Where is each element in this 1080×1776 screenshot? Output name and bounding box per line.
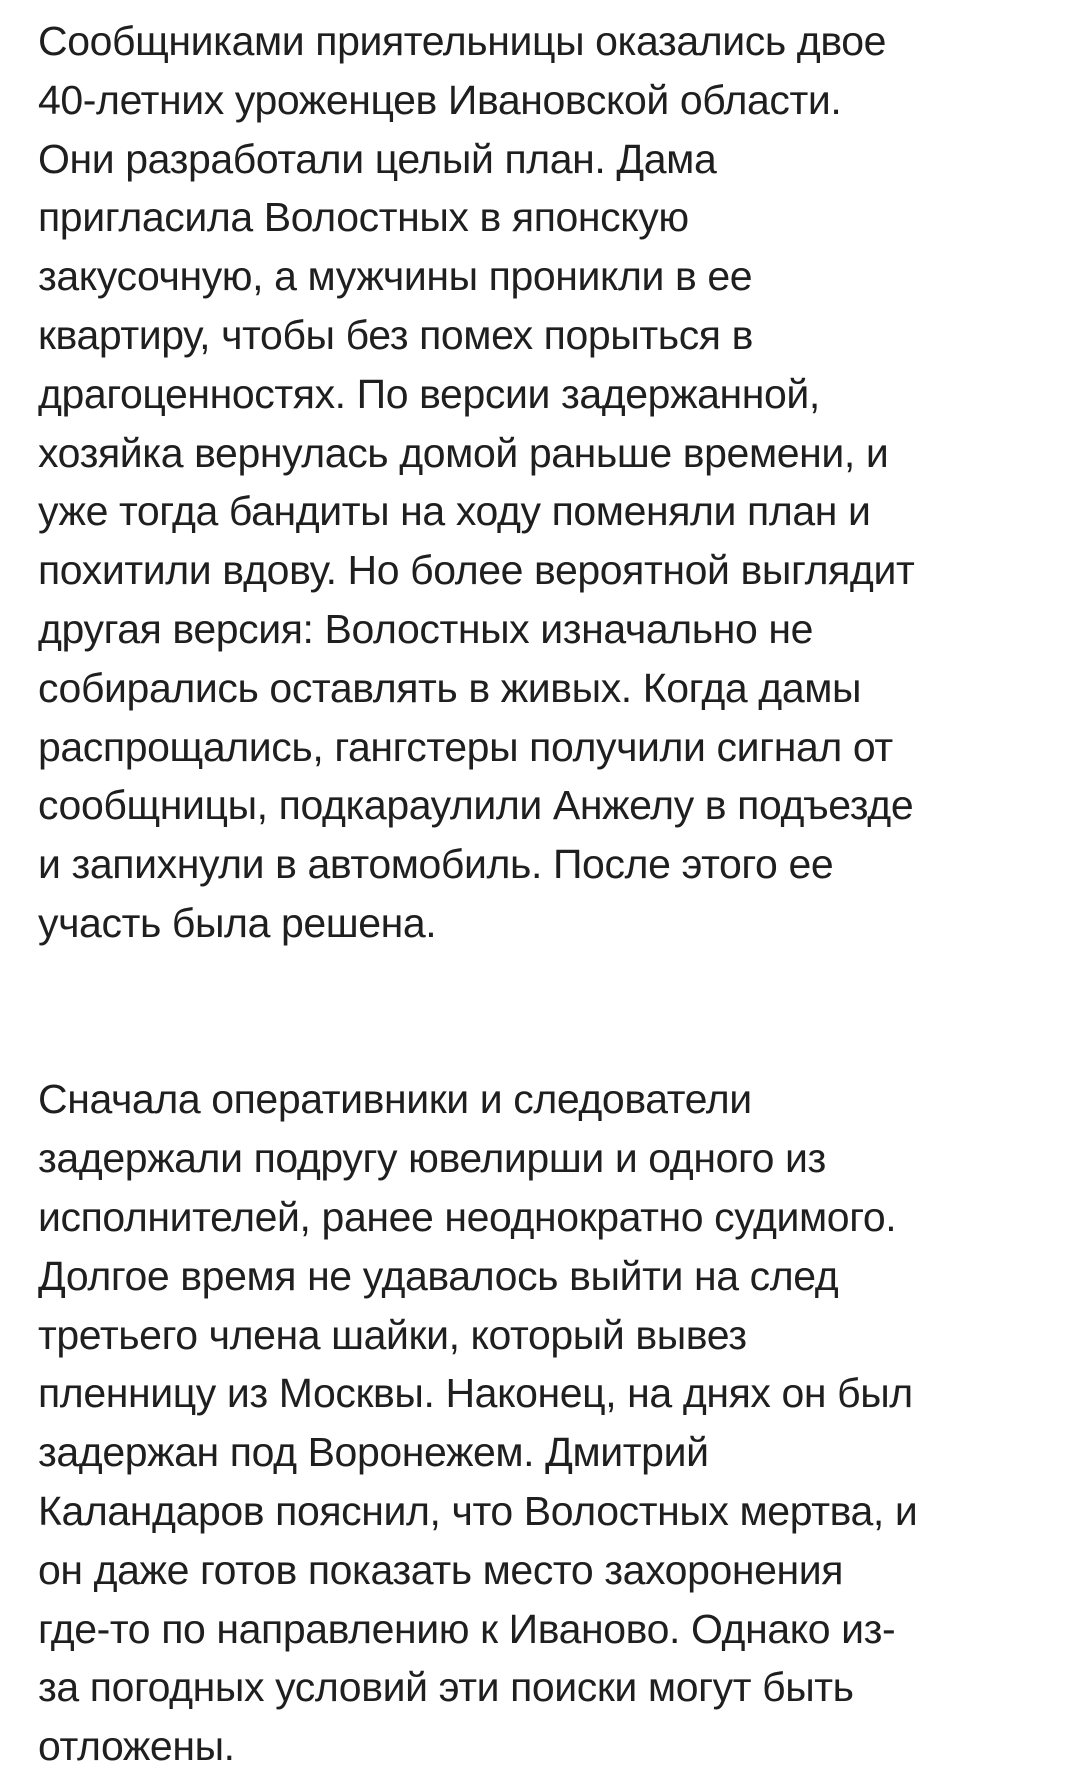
text-line: отложены. <box>38 1723 235 1770</box>
text-line: Долгое время не удавалось выйти на след <box>38 1252 839 1299</box>
text-line: распрощались, гангстеры получили сигнал от <box>38 723 893 770</box>
text-line: за погодных условий эти поиски могут быть <box>38 1664 854 1711</box>
text-line: 40-летних уроженцев Ивановской области. <box>38 76 842 123</box>
paragraph-2 <box>38 1070 1058 1776</box>
text-line: Сначала оперативники и следователи <box>38 1076 752 1123</box>
text-line: уже тогда бандиты на ходу поменяли план и <box>38 488 871 535</box>
text-line: сообщницы, подкараулили Анжелу в подъезде <box>38 782 914 829</box>
text-line: участь была решена. <box>38 899 437 946</box>
paragraph-spacer <box>38 953 1058 1071</box>
text-line: собирались оставлять в живых. Когда дамы <box>38 664 862 711</box>
text-line: другая версия: Волостных изначально не <box>38 605 814 652</box>
text-line: он даже готов показать место захоронения <box>38 1546 844 1593</box>
text-line: Сообщниками приятельницы оказались двое <box>38 18 887 64</box>
text-line: драгоценностях. По версии задержанной, <box>38 370 820 417</box>
text-line: хозяйка вернулась домой раньше времени, и <box>38 429 889 476</box>
text-line: пригласила Волостных в японскую <box>38 194 689 241</box>
article-body <box>38 12 1058 1776</box>
text-line: закусочную, а мужчины проникли в ее <box>38 253 753 300</box>
text-line: задержали подругу ювелирши и одного из <box>38 1135 826 1182</box>
text-line: где-то по направлению к Иваново. Однако из- <box>38 1605 896 1652</box>
text-line: похитили вдову. Но более вероятной выглядит <box>38 547 915 594</box>
paragraph-1 <box>38 12 1058 953</box>
text-line: третьего члена шайки, который вывез <box>38 1311 747 1358</box>
text-line: квартиру, чтобы без помех порыться в <box>38 311 753 358</box>
text-line: исполнителей, ранее неоднократно судимого. <box>38 1193 897 1240</box>
text-line: Они разработали целый план. Дама <box>38 135 717 182</box>
text-line: задержан под Воронежем. Дмитрий <box>38 1429 709 1476</box>
text-line: Каландаров пояснил, что Волостных мертва, и <box>38 1487 918 1534</box>
text-line: пленницу из Москвы. Наконец, на днях он был <box>38 1370 913 1417</box>
text-line: и запихнули в автомобиль. После этого ее <box>38 841 834 888</box>
